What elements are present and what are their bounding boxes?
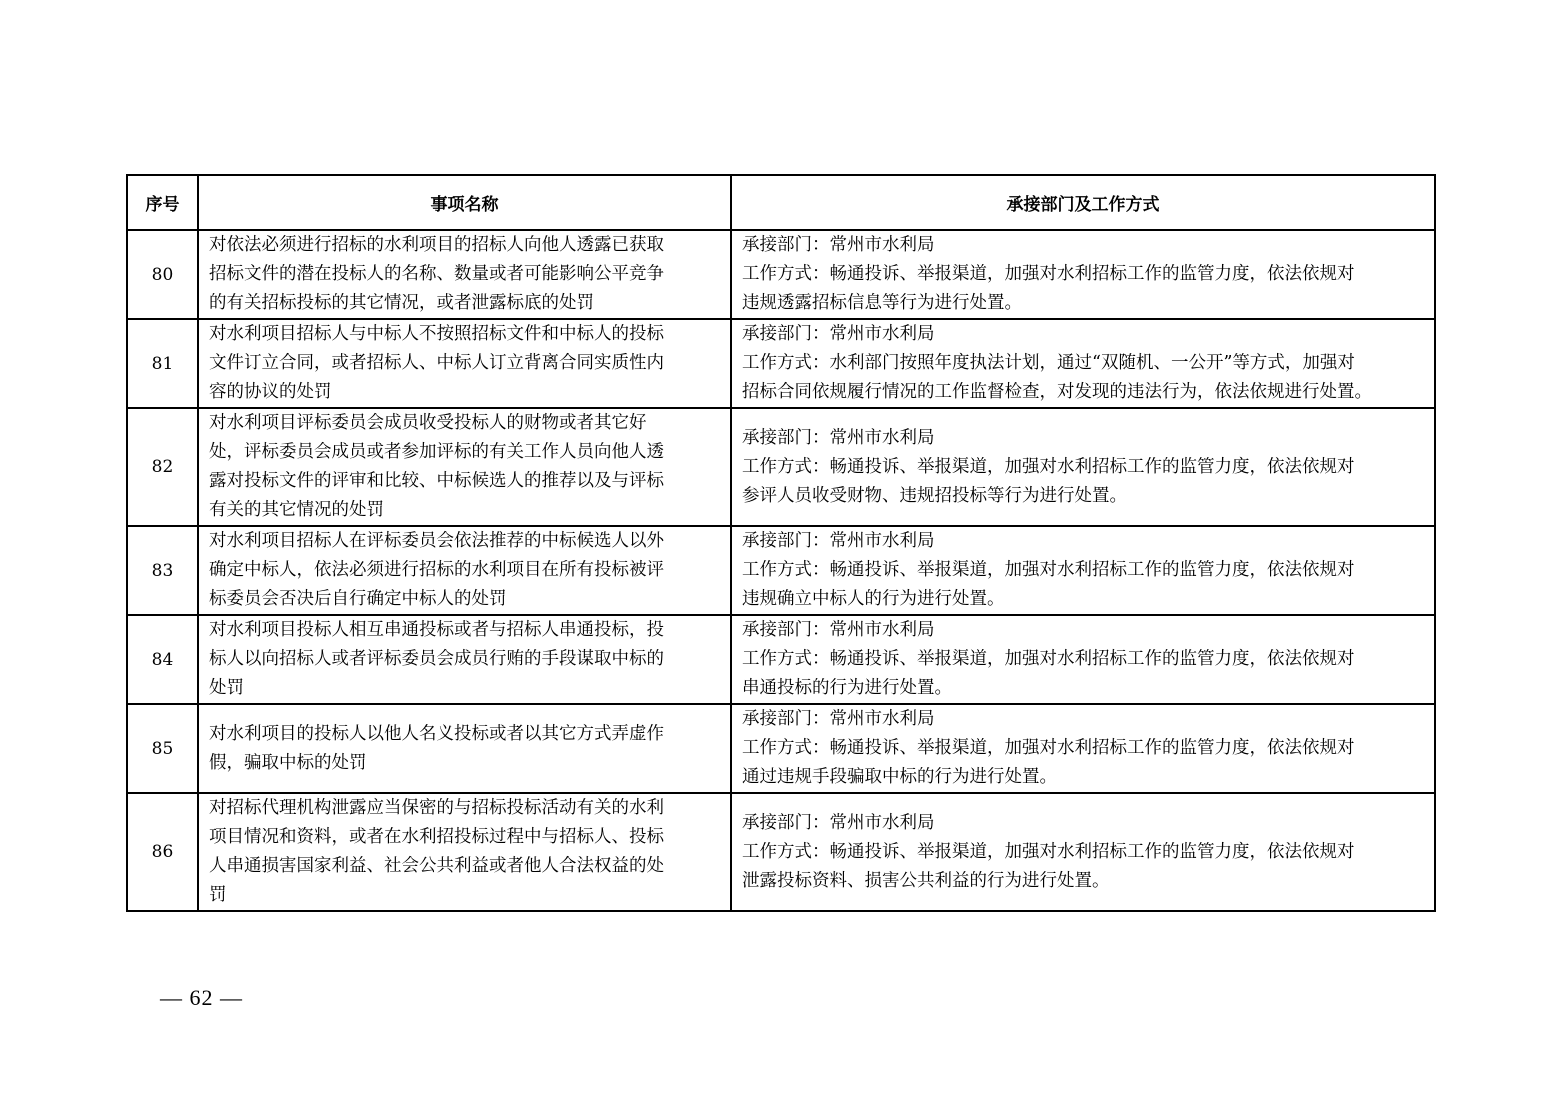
item-name-line: 标委员会否决后自行确定中标人的处罚 [209,589,507,609]
method-line: 工作方式：畅通投诉、举报渠道，加强对水利招标工作的监管力度，依法依规对 [742,841,1355,862]
item-name-line: 假，骗取中标的处罚 [209,752,367,773]
method-line: 违规透露招标信息等行为进行处置。 [742,293,1022,313]
method-line: 泄露投标资料、损害公共利益的行为进行处置。 [742,870,1110,891]
item-name-line: 罚 [209,885,227,905]
department-line: 承接部门：常州市水利局 [742,427,935,448]
method-line: 招标合同依规履行情况的工作监督检查，对发现的违法行为，依法依规进行处置。 [742,382,1372,402]
department-line: 承接部门：常州市水利局 [742,812,935,833]
table-row [127,704,1435,793]
item-name-line: 对依法必须进行招标的水利项目的招标人向他人透露已获取 [209,235,664,255]
row-number: 84 [127,615,198,704]
header-serial-number: 序号 [127,175,198,230]
item-name-cell [198,793,731,911]
item-name-line: 露对投标文件的评审和比较、中标候选人的推荐以及与评标 [209,471,664,491]
page-number: — 62 — [160,985,243,1010]
item-name-cell [198,319,731,408]
item-name-cell [198,408,731,526]
table-row [127,526,1435,615]
department-line: 承接部门：常州市水利局 [742,531,935,551]
department-cell [731,408,1435,526]
method-line: 工作方式：水利部门按照年度执法计划，通过“双随机、一公开”等方式，加强对 [742,353,1355,373]
item-name-line: 文件订立合同，或者招标人、中标人订立背离合同实质性内 [209,353,664,373]
department-line: 承接部门：常州市水利局 [742,324,935,344]
department-line: 承接部门：常州市水利局 [742,235,935,255]
department-cell [731,230,1435,319]
item-name-line: 对水利项目招标人与中标人不按照招标文件和中标人的投标 [209,324,664,344]
department-cell [731,319,1435,408]
method-line: 违规确立中标人的行为进行处置。 [742,589,1005,609]
method-line: 工作方式：畅通投诉、举报渠道，加强对水利招标工作的监管力度，依法依规对 [742,738,1355,758]
method-line: 串通投标的行为进行处置。 [742,678,952,698]
row-number: 83 [127,526,198,615]
item-name-cell [198,615,731,704]
method-line: 工作方式：畅通投诉、举报渠道，加强对水利招标工作的监管力度，依法依规对 [742,456,1355,477]
item-name-line: 人串通损害国家利益、社会公共利益或者他人合法权益的处 [209,856,664,876]
method-line: 通过违规手段骗取中标的行为进行处置。 [742,767,1057,787]
table-row [127,408,1435,526]
item-name-line: 有关的其它情况的处罚 [209,500,384,520]
table-row [127,230,1435,319]
header-department-method: 承接部门及工作方式 [731,175,1435,230]
item-name-line: 处罚 [209,678,244,698]
item-name-cell [198,230,731,319]
table-row [127,793,1435,911]
item-name-line: 的有关招标投标的其它情况，或者泄露标底的处罚 [209,293,594,313]
item-name-line: 确定中标人，依法必须进行招标的水利项目在所有投标被评 [209,560,664,580]
item-name-line: 容的协议的处罚 [209,382,332,402]
department-line: 承接部门：常州市水利局 [742,620,935,640]
row-number: 80 [127,230,198,319]
item-name-cell [198,704,731,793]
table-row [127,615,1435,704]
department-cell [731,704,1435,793]
department-cell [731,526,1435,615]
row-number: 81 [127,319,198,408]
method-line: 工作方式：畅通投诉、举报渠道，加强对水利招标工作的监管力度，依法依规对 [742,649,1355,669]
table-row [127,319,1435,408]
table-header-row [127,175,1435,230]
item-name-line: 处，评标委员会成员或者参加评标的有关工作人员向他人透 [209,442,664,462]
header-item-name: 事项名称 [198,175,731,230]
row-number: 82 [127,408,198,526]
item-name-line: 对水利项目的投标人以他人名义投标或者以其它方式弄虚作 [209,723,664,744]
item-name-line: 对水利项目评标委员会成员收受投标人的财物或者其它好 [209,413,647,433]
item-name-cell [198,526,731,615]
item-name-line: 对招标代理机构泄露应当保密的与招标投标活动有关的水利 [209,798,664,818]
department-cell [731,615,1435,704]
item-name-line: 项目情况和资料，或者在水利招投标过程中与招标人、投标 [209,827,664,847]
regulation-table [126,174,1436,912]
method-line: 参评人员收受财物、违规招投标等行为进行处置。 [742,485,1127,506]
department-cell [731,793,1435,911]
row-number: 86 [127,793,198,911]
method-line: 工作方式：畅通投诉、举报渠道，加强对水利招标工作的监管力度，依法依规对 [742,264,1355,284]
row-number: 85 [127,704,198,793]
method-line: 工作方式：畅通投诉、举报渠道，加强对水利招标工作的监管力度，依法依规对 [742,560,1355,580]
item-name-line: 对水利项目招标人在评标委员会依法推荐的中标候选人以外 [209,531,664,551]
item-name-line: 招标文件的潜在投标人的名称、数量或者可能影响公平竞争 [209,264,664,284]
item-name-line: 标人以向招标人或者评标委员会成员行贿的手段谋取中标的 [209,649,664,669]
item-name-line: 对水利项目投标人相互串通投标或者与招标人串通投标，投 [209,620,664,640]
department-line: 承接部门：常州市水利局 [742,709,935,729]
